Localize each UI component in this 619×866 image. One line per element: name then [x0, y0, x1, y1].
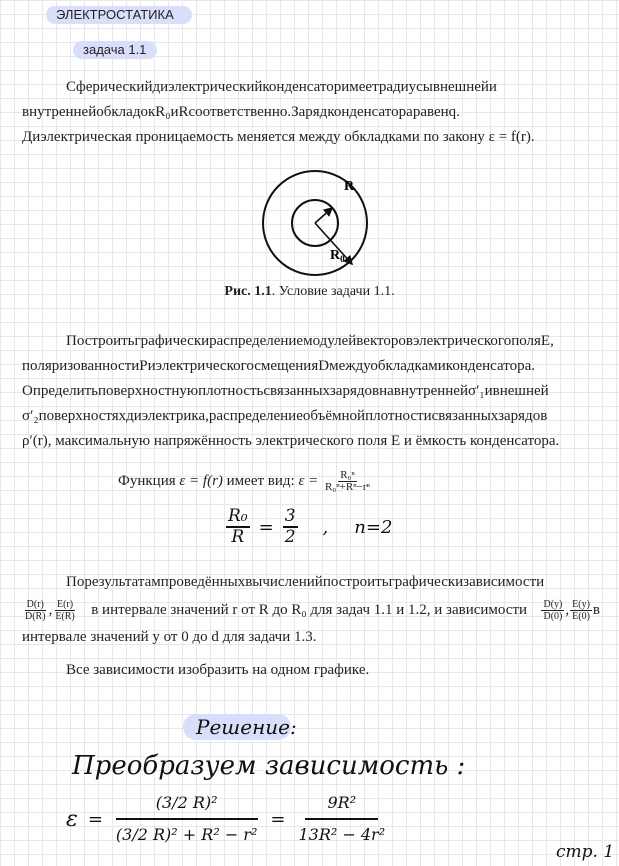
para1-line2 [22, 100, 600, 125]
word: обкладок [96, 104, 156, 120]
word: зависимости [463, 574, 545, 590]
word: связанных [263, 383, 330, 399]
problem-paragraph-3 [22, 570, 600, 683]
word: смещения [254, 358, 319, 374]
word: вычислений [245, 574, 323, 590]
word: конденсатор [262, 79, 342, 95]
word: соответственно. [188, 104, 292, 120]
word: распределение [209, 333, 304, 349]
label-R: R [344, 179, 355, 194]
word: Определить [22, 383, 99, 399]
solution-fraction-1: $\frac{\text{(3/2 R)²}}{\text{(3/2 R)² + R² − r²}}$ [114, 788, 259, 850]
word: конденсатора. [445, 358, 536, 374]
radius-R-arrow [315, 208, 332, 223]
word: внешней [492, 383, 549, 399]
word: R₀ [155, 104, 171, 120]
function-definition: Функция ε = f(r) имеет вид: ε = $\frac{\text{R₀ⁿ}}{\text{R₀ⁿ+Rⁿ−rⁿ}}$ [118, 469, 370, 494]
capacitor-figure [260, 168, 370, 278]
word: связанных [431, 408, 499, 424]
word: распределение [208, 408, 303, 424]
word: σ′₂ [22, 408, 39, 424]
word: внешней [432, 79, 489, 95]
para3-line2: $\frac{D(r)}{D(R)}$ , $\frac{E(r)}{E(R)}$ в интервале значений r от R до R₀ для задач 1.1 и 1.2, и зависимости $\frac{D(y)}{D(0)}$ , $\frac{E(y)}{E(0)}$ в [25, 598, 600, 622]
word: D [318, 358, 330, 374]
word: и [170, 104, 179, 120]
word: на [379, 383, 394, 399]
word: обкладками [370, 358, 446, 374]
word: электрического [412, 333, 512, 349]
word: и [488, 79, 497, 95]
section-title: ЭЛЕКТРОСТАТИКА [46, 6, 192, 24]
word: имеет [341, 79, 379, 95]
page-number: стр. 1 [556, 842, 615, 862]
para3-line1 [22, 570, 600, 595]
problem-paragraph-2 [22, 329, 600, 454]
word: Сферический [66, 79, 153, 95]
word: внутренней [393, 383, 468, 399]
word: и [484, 383, 493, 399]
word: графически [388, 574, 464, 590]
word: и [147, 358, 156, 374]
para2-line3 [22, 379, 600, 404]
word: Построить [66, 333, 135, 349]
para2-line5: ρ′(r), максимальную напряжённость электрического поля E и ёмкость конденсатора. [22, 433, 560, 449]
para3-line4: Все зависимости изобразить на одном графике. [66, 662, 370, 678]
word: По [66, 574, 85, 590]
word: поля [511, 333, 541, 349]
word: q. [448, 104, 460, 120]
word: модулей [303, 333, 357, 349]
word: зарядов [498, 408, 548, 424]
para2-line4 [22, 404, 600, 429]
solution-formula: ε = $\frac{\text{(3/2 R)²}}{\text{(3/2 R)² + R² − r²}}$ = $\frac{\text{9R²}}{\text{13R² − 4r²}}$ [66, 788, 388, 850]
word: радиусы [378, 79, 433, 95]
word: диэлектрический [152, 79, 263, 95]
para1-line1 [22, 75, 600, 100]
word: между [329, 358, 371, 374]
word: зарядов [329, 383, 380, 399]
word: электрического [155, 358, 255, 374]
word: объёмной [302, 408, 366, 424]
word: проведённых [160, 574, 246, 590]
word: плотности [365, 408, 432, 424]
word: равен [412, 104, 449, 120]
word: поверхностную [98, 383, 199, 399]
word: диэлектрика, [126, 408, 209, 424]
function-fraction: $\frac{\text{R₀ⁿ}}{\text{R₀ⁿ+Rⁿ−rⁿ}}$ [325, 469, 370, 494]
solution-title: Решение: [196, 715, 297, 739]
figure-caption: Рис. 1.1. Условие задачи 1.1. [224, 284, 395, 299]
word: поляризованности [22, 358, 140, 374]
word: векторов [356, 333, 413, 349]
word: результатам [84, 574, 161, 590]
task-label: задача 1.1 [73, 41, 157, 59]
label-R0: $R_0$ [330, 248, 345, 264]
word: конденсатора [327, 104, 413, 120]
para3-line3: интервале значений y от 0 до d для задачи 1.3. [22, 629, 317, 645]
transform-heading: Преобразуем зависимость : [72, 751, 466, 781]
para2-line2 [22, 354, 600, 379]
word: построить [322, 574, 389, 590]
handwritten-given: $\frac{\text{R₀}}{R}$ = $\frac{3}{2}$ , n=2 [228, 506, 393, 547]
word: R [178, 104, 189, 120]
word: плотность [198, 383, 264, 399]
word: внутренней [22, 104, 97, 120]
solution-fraction-2: $\frac{\text{9R²}}{\text{13R² − 4r²}}$ [296, 788, 387, 850]
para1-line3: Диэлектрическая проницаемость меняется между обкладками по закону ε = f(r). [22, 129, 535, 145]
word: графически [134, 333, 210, 349]
word: поверхностях [38, 408, 127, 424]
word: E, [540, 333, 554, 349]
para2-line1 [22, 329, 600, 354]
problem-paragraph-1 [22, 75, 600, 150]
word: P [139, 358, 148, 374]
word: Заряд [291, 104, 328, 120]
word: σ′₁ [468, 383, 485, 399]
